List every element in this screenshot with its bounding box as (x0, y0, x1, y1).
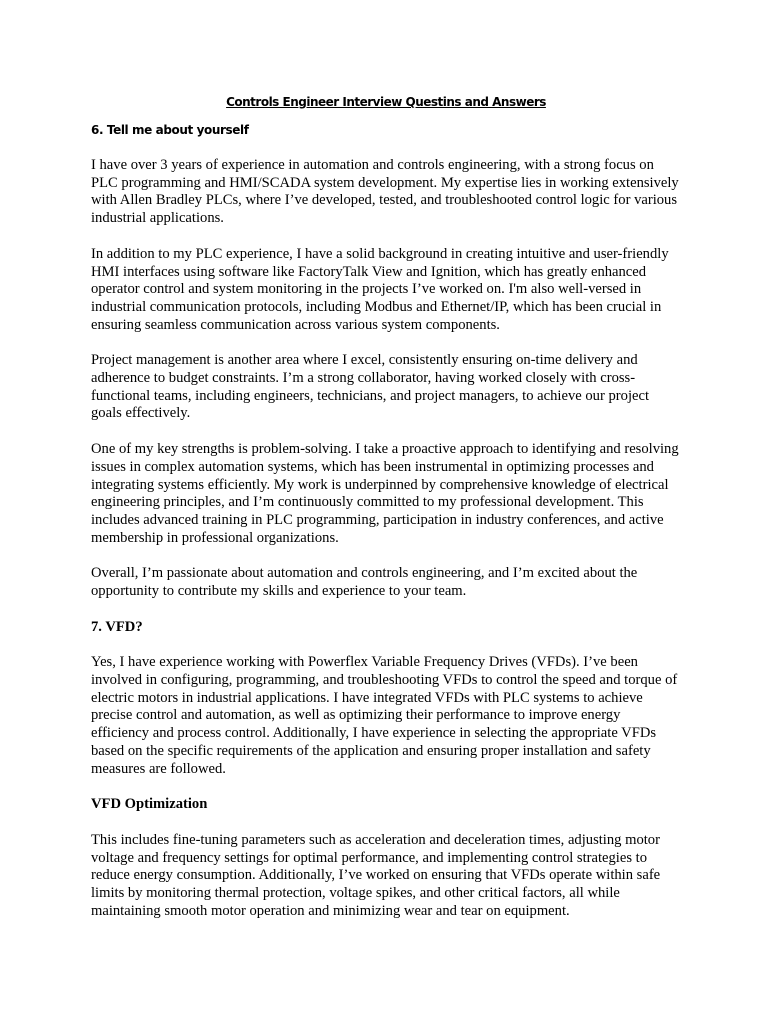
vfd-optimization-paragraph: This includes fine-tuning parameters such as acceleration and deceleration times, adjusting motor voltage and frequency settings for optimal performance, and implementing control strategies to reduce energy consumption. Additionally, I’ve worked on ensuring that VFDs operate within safe limits by monitoring thermal protection, voltage spikes, and other critical factors, all while maintaining smooth motor operation and minimizing wear and tear on equipment. (91, 831, 661, 919)
document-title: Controls Engineer Interview Questins and Answers (226, 95, 546, 109)
q6-paragraph-3: Project management is another area where I excel, consistently ensuring on-time delivery and adherence to budget constraints. I’m a strong collaborator, having worked closely with cross-functional teams, including engineers, technicians, and project managers, to achieve our project goals effectively. (91, 352, 650, 422)
q7-paragraph: Yes, I have experience working with Powerflex Variable Frequency Drives (VFDs). I’ve been involved in configuring, programming, and troubleshooting VFDs to control the speed and torque of electric motors in industrial applications. I have integrated VFDs with PLC systems to achieve precise control and automation, as well as optimizing their performance to improve energy efficiency and process control. Additionally, I have experience in selecting the appropriate VFDs based on the specific requirements of the application and ensuring proper installation and safety measures are followed. (91, 654, 678, 777)
q6-paragraph-1: I have over 3 years of experience in automation and controls engineering, with a strong focus on PLC programming and HMI/SCADA system development. My expertise lies in working extensively with Allen Bradley PLCs, where I’ve developed, tested, and troubleshooted control logic for various industrial applications. (91, 157, 679, 227)
question-7-heading: 7. VFD? (91, 618, 143, 635)
question-6-heading: 6. Tell me about yourself (91, 123, 249, 137)
document-page (91, 94, 681, 938)
q6-paragraph-2: In addition to my PLC experience, I have a solid background in creating intuitive and user-friendly HMI interfaces using software like FactoryTalk View and Ignition, which has greatly enhanced operator control and system monitoring in the projects I’ve worked on. I'm also well-versed in industrial communication protocols, including Modbus and Ethernet/IP, which has been crucial in ensuring seamless communication across various system components. (91, 245, 669, 333)
vfd-optimization-heading: VFD Optimization (91, 796, 208, 813)
q6-paragraph-4: One of my key strengths is problem-solving. I take a proactive approach to identifying and resolving issues in complex automation systems, which has been instrumental in optimizing processes and integrating systems efficiently. My work is underpinned by comprehensive knowledge of electrical engineering principles, and I’m continuously committed to my professional development. This includes advanced training in PLC programming, participation in industry conferences, and active membership in professional organizations. (91, 441, 679, 546)
q6-paragraph-5: Overall, I’m passionate about automation and controls engineering, and I’m excited about the opportunity to contribute my skills and experience to your team. (91, 565, 638, 600)
